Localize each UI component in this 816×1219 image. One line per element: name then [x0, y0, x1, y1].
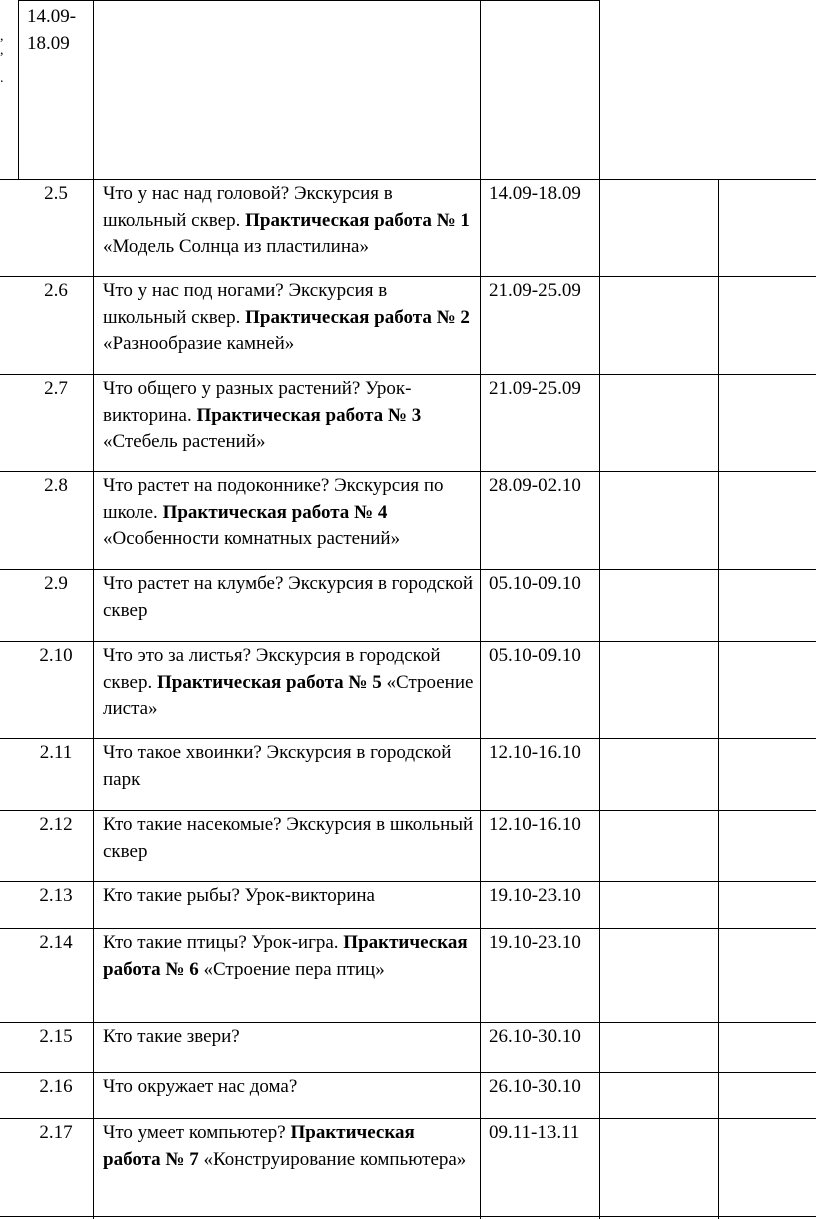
- practical-work-title: «Особенности комнатных растений»: [103, 528, 401, 549]
- lesson-topic: [103, 1074, 475, 1101]
- practical-work-label: Практическая работа № 6: [103, 932, 468, 980]
- col-border: [599, 0, 600, 1219]
- row-divider: [0, 276, 816, 277]
- lesson-topic-text: Кто такие насекомые? Экскурсия в школьный сквер: [103, 814, 474, 862]
- lesson-number: 2.13: [39, 885, 73, 906]
- lesson-dates: 19.10-23.10: [489, 932, 581, 953]
- lesson-topic: [103, 740, 475, 793]
- lesson-number: 2.8: [44, 475, 68, 496]
- row-divider: [0, 374, 816, 375]
- lesson-topic-text: Что такое хвоинки? Экскурсия в городской парк: [103, 742, 452, 790]
- row-divider: [0, 471, 816, 472]
- practical-work-title: «Модель Солнца из пластилина»: [103, 236, 369, 257]
- lesson-number: 2.10: [39, 645, 73, 666]
- lesson-topic-text: Что растет на клумбе? Экскурсия в городской сквер: [103, 573, 473, 621]
- lesson-topic: [103, 571, 475, 624]
- row-divider: [0, 179, 816, 180]
- first-row-dates: 14.09- 18.09: [27, 6, 77, 54]
- lesson-topic-text: Кто такие рыбы? Урок-викторина: [103, 885, 375, 906]
- practical-work-title: «Стебель растений»: [103, 431, 266, 452]
- lesson-topic-text: Что умеет компьютер?: [103, 1122, 291, 1143]
- row-divider: [0, 738, 816, 739]
- practical-work-label: Практическая работа № 5: [156, 671, 382, 693]
- row-divider: [0, 1072, 816, 1073]
- lesson-dates: 12.10-16.10: [489, 814, 581, 835]
- lesson-dates: 21.09-25.09: [489, 378, 581, 399]
- lesson-topic-text: Что общего у разных растений? Урок-викторина.: [103, 378, 412, 426]
- practical-work-label: Практическая работа № 1: [245, 209, 470, 231]
- lesson-topic: [103, 278, 475, 358]
- lesson-topic: [103, 376, 475, 456]
- lesson-number: 2.15: [39, 1026, 73, 1047]
- lesson-dates: 28.09-02.10: [489, 475, 581, 496]
- row-divider: [0, 1216, 816, 1217]
- lesson-number: 2.14: [39, 932, 73, 953]
- lesson-dates: 21.09-25.09: [489, 280, 581, 301]
- lesson-number: 2.6: [44, 280, 68, 301]
- practical-work-title: «Разнообразие камней»: [103, 333, 295, 354]
- lesson-number: 2.17: [39, 1122, 73, 1143]
- lesson-topic: [103, 812, 475, 865]
- lesson-topic: [103, 930, 475, 983]
- col-border: [718, 179, 719, 1219]
- row-divider: [0, 928, 816, 929]
- lesson-topic-text: Что у нас над головой? Экскурсия в школьный сквер.: [103, 183, 393, 231]
- lesson-topic: [103, 643, 475, 723]
- lesson-dates: 05.10-09.10: [489, 645, 581, 666]
- row-divider: [0, 641, 816, 642]
- col-border: [93, 0, 94, 1219]
- lesson-topic-text: Что растет на подоконнике? Экскурсия по школе.: [103, 475, 444, 523]
- lesson-dates: 19.10-23.10: [489, 885, 581, 906]
- lesson-number: 2.7: [44, 378, 68, 399]
- practical-work-label: Практическая работа № 3: [196, 404, 422, 426]
- lesson-dates: 14.09-18.09: [489, 183, 581, 204]
- table-top-border: [18, 0, 600, 1]
- lesson-dates: 05.10-09.10: [489, 573, 581, 594]
- lesson-dates: 26.10-30.10: [489, 1076, 581, 1097]
- lesson-topic-text: Что это за листья? Экскурсия в городской сквер.: [103, 645, 441, 693]
- lesson-dates: 26.10-30.10: [489, 1026, 581, 1047]
- lesson-topic: [103, 883, 475, 910]
- lesson-number: 2.9: [44, 573, 68, 594]
- lesson-number: 2.5: [44, 183, 68, 204]
- lesson-topic-text: Что окружает нас дома?: [103, 1076, 298, 1097]
- lesson-topic: [103, 1024, 475, 1051]
- row-divider: [0, 569, 816, 570]
- row-divider: [0, 1022, 816, 1023]
- practical-work-label: Практическая работа № 7: [103, 1122, 415, 1170]
- lesson-number: 2.11: [39, 742, 73, 763]
- lesson-dates: 12.10-16.10: [489, 742, 581, 763]
- row-divider: [0, 1118, 816, 1119]
- col-border: [18, 0, 19, 179]
- lesson-topic: [103, 473, 475, 553]
- lesson-topic-text: Кто такие птицы? Урок-игра.: [103, 932, 344, 953]
- lesson-topic-text: Кто такие звери?: [103, 1026, 240, 1047]
- practical-work-title: «Строение листа»: [103, 671, 474, 719]
- practical-work-label: Практическая работа № 4: [162, 501, 388, 523]
- row-divider: [0, 881, 816, 882]
- lesson-topic-text: Что у нас под ногами? Экскурсия в школьный сквер.: [103, 280, 388, 328]
- row-divider: [0, 810, 816, 811]
- cut-off-edge-text: , , .: [0, 29, 4, 86]
- lesson-number: 2.16: [39, 1076, 73, 1097]
- lesson-number: 2.12: [39, 814, 73, 835]
- lesson-dates: 09.11-13.11: [489, 1122, 580, 1143]
- lesson-topic: [103, 181, 475, 261]
- practical-work-label: Практическая работа № 2: [245, 306, 470, 328]
- lesson-topic: [103, 1120, 475, 1173]
- practical-work-title: «Строение пера птиц»: [198, 958, 385, 980]
- practical-work-title: «Конструирование компьютера»: [198, 1148, 467, 1170]
